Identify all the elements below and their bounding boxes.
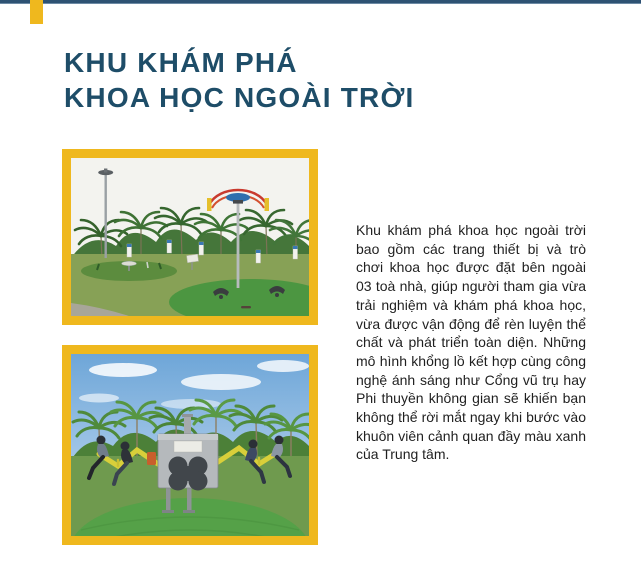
top-rule <box>0 0 641 4</box>
science-seesaw-photo <box>62 345 318 545</box>
article-paragraph: Khu khám phá khoa học ngoài trời bao gồm các trang thiết bị và trò chơi khoa học được đặt bên ngoài 03 toà nhà, giúp người tham gia vừa trải nghiệm và khám phá khoa học, vừa được vận động để rèn luyện thể chất và phát triển toàn diện. Những mô hình khổng lồ kết hợp cùng công nghệ ánh sáng như Cổng vũ trụ hay Phi thuyền không gian sẽ khiến bạn không thể rời mắt ngay khi bước vào khuôn viên cảnh quan đầy màu xanh của Trung tâm. <box>356 222 586 463</box>
yellow-corner-tab <box>30 0 43 24</box>
page-title-line-1: KHU KHÁM PHÁ <box>64 47 298 78</box>
page-title <box>64 45 415 115</box>
page-title-line-2: KHOA HỌC NGOÀI TRỜI <box>64 82 415 113</box>
science-seesaw-illustration <box>71 354 309 536</box>
science-park-overview-illustration <box>71 158 309 316</box>
science-park-overview-photo <box>62 149 318 325</box>
